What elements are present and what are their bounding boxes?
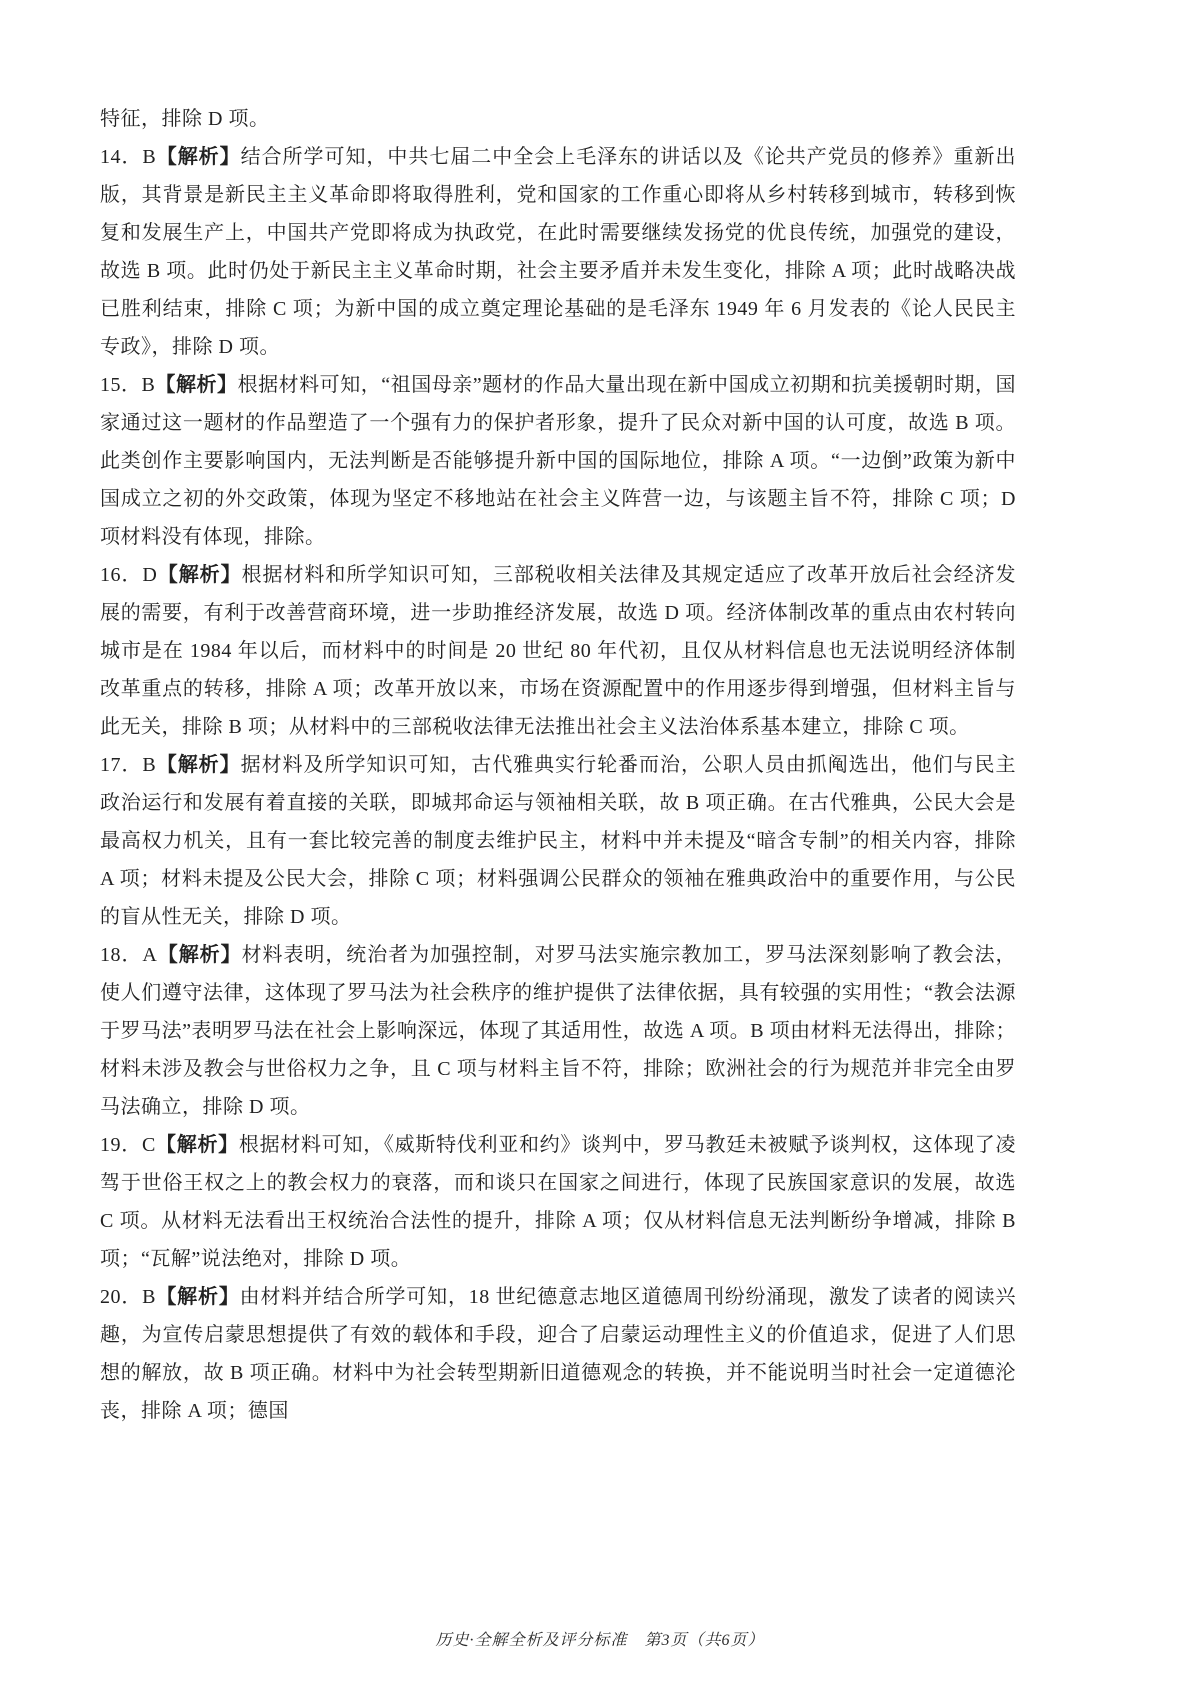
- item-number-answer: 18．A: [100, 944, 158, 966]
- item-body: 根据材料可知，《威斯特伐利亚和约》谈判中，罗马教廷未被赋予谈判权，这体现了凌驾于世俗王权之上的教会权力的衰落，而和谈只在国家之间进行，体现了民族国家意识的发展，故选 C 项。从材料无法看出王权统治合法性的提升，排除 A 项；仅从材料信息无法判断纷争增减，排除 B 项；“瓦解”说法绝对，排除 D 项。: [100, 1134, 1017, 1270]
- answer-item-14: [100, 138, 1016, 366]
- answer-explanations: [100, 100, 1016, 1430]
- item-number-answer: 14．B: [100, 146, 157, 168]
- analysis-label: 【解析】: [156, 754, 241, 776]
- item-body: 材料表明，统治者为加强控制，对罗马法实施宗教加工，罗马法深刻影响了教会法，使人们遵守法律，这体现了罗马法为社会秩序的维护提供了法律依据，具有较强的实用性；“教会法源于罗马法”表明罗马法在社会上影响深远，体现了其适用性，故选 A 项。B 项由材料无法得出，排除；材料未涉及教会与世俗权力之争，且 C 项与材料主旨不符，排除；欧洲社会的行为规范并非完全由罗马法确立，排除 D 项。: [100, 944, 1017, 1118]
- answer-item-18: [100, 936, 1016, 1126]
- footer-text: 历史·全解全析及评分标准 第3页（共6页）: [435, 1632, 765, 1649]
- analysis-label: 【解析】: [155, 374, 238, 396]
- answer-item-20: [100, 1278, 1016, 1430]
- item-number-answer: 17．B: [100, 754, 157, 776]
- item-number-answer: 19．C: [100, 1134, 156, 1156]
- answer-item-17: [100, 746, 1016, 936]
- analysis-label: 【解析】: [156, 1286, 240, 1308]
- item-body: 由材料并结合所学可知，18 世纪德意志地区道德周刊纷纷涌现，激发了读者的阅读兴趣，为宣传启蒙思想提供了有效的载体和手段，迎合了启蒙运动理性主义的价值追求，促进了人们思想的解放，故 B 项正确。材料中为社会转型期新旧道德观念的转换，并不能说明当时社会一定道德沦丧，排除 A 项；德国: [100, 1286, 1017, 1422]
- item-body: 根据材料和所学知识可知，三部税收相关法律及其规定适应了改革开放后社会经济发展的需要，有利于改善营商环境，进一步助推经济发展，故选 D 项。经济体制改革的重点由农村转向城市是在 1984 年以后，而材料中的时间是 20 世纪 80 年代初，且仅从材料信息也无法说明经济体制改革重点的转移，排除 A 项；改革开放以来，市场在资源配置中的作用逐步得到增强，但材料主旨与此无关，排除 B 项；从材料中的三部税收法律无法推出社会主义法治体系基本建立，排除 C 项。: [100, 564, 1017, 738]
- item-number-answer: 16．D: [100, 564, 158, 586]
- item-body: 结合所学可知，中共七届二中全会上毛泽东的讲话以及《论共产党员的修养》重新出版，其背景是新民主主义革命即将取得胜利，党和国家的工作重心即将从乡村转移到城市，转移到恢复和发展生产上，中国共产党即将成为执政党，在此时需要继续发扬党的优良传统，加强党的建设，故选 B 项。此时仍处于新民主主义革命时期，社会主要矛盾并未发生变化，排除 A 项；此时战略决战已胜利结束，排除 C 项；为新中国的成立奠定理论基础的是毛泽东 1949 年 6 月发表的《论人民民主专政》，排除 D 项。: [100, 146, 1016, 358]
- item-number-answer: 20．B: [100, 1286, 156, 1308]
- analysis-label: 【解析】: [156, 146, 241, 168]
- answer-item-15: [100, 366, 1016, 556]
- answer-item-16: [100, 556, 1016, 746]
- page-footer: [0, 1627, 1200, 1650]
- item-body: 据材料及所学知识可知，古代雅典实行轮番而治，公职人员由抓阄选出，他们与民主政治运行和发展有着直接的关联，即城邦命运与领袖相关联，故 B 项正确。在古代雅典，公民大会是最高权力机关，且有一套比较完善的制度去维护民主，材料中并未提及“暗含专制”的相关内容，排除 A 项；材料未提及公民大会，排除 C 项；材料强调公民群众的领袖在雅典政治中的重要作用，与公民的盲从性无关，排除 D 项。: [100, 754, 1016, 928]
- answer-item-19: [100, 1126, 1016, 1278]
- analysis-label: 【解析】: [155, 1134, 239, 1156]
- item-number-answer: 15．B: [100, 374, 156, 396]
- continuation-text: 特征，排除 D 项。: [100, 108, 270, 130]
- analysis-label: 【解析】: [157, 944, 242, 966]
- item-body: 根据材料可知，“祖国母亲”题材的作品大量出现在新中国成立初期和抗美援朝时期，国家通过这一题材的作品塑造了一个强有力的保护者形象，提升了民众对新中国的认可度，故选 B 项。此类创作主要影响国内，无法判断是否能够提升新中国的国际地位，排除 A 项。“一边倒”政策为新中国成立之初的外交政策，体现为坚定不移地站在社会主义阵营一边，与该题主旨不符，排除 C 项；D 项材料没有体现，排除。: [100, 374, 1016, 548]
- analysis-label: 【解析】: [157, 564, 242, 586]
